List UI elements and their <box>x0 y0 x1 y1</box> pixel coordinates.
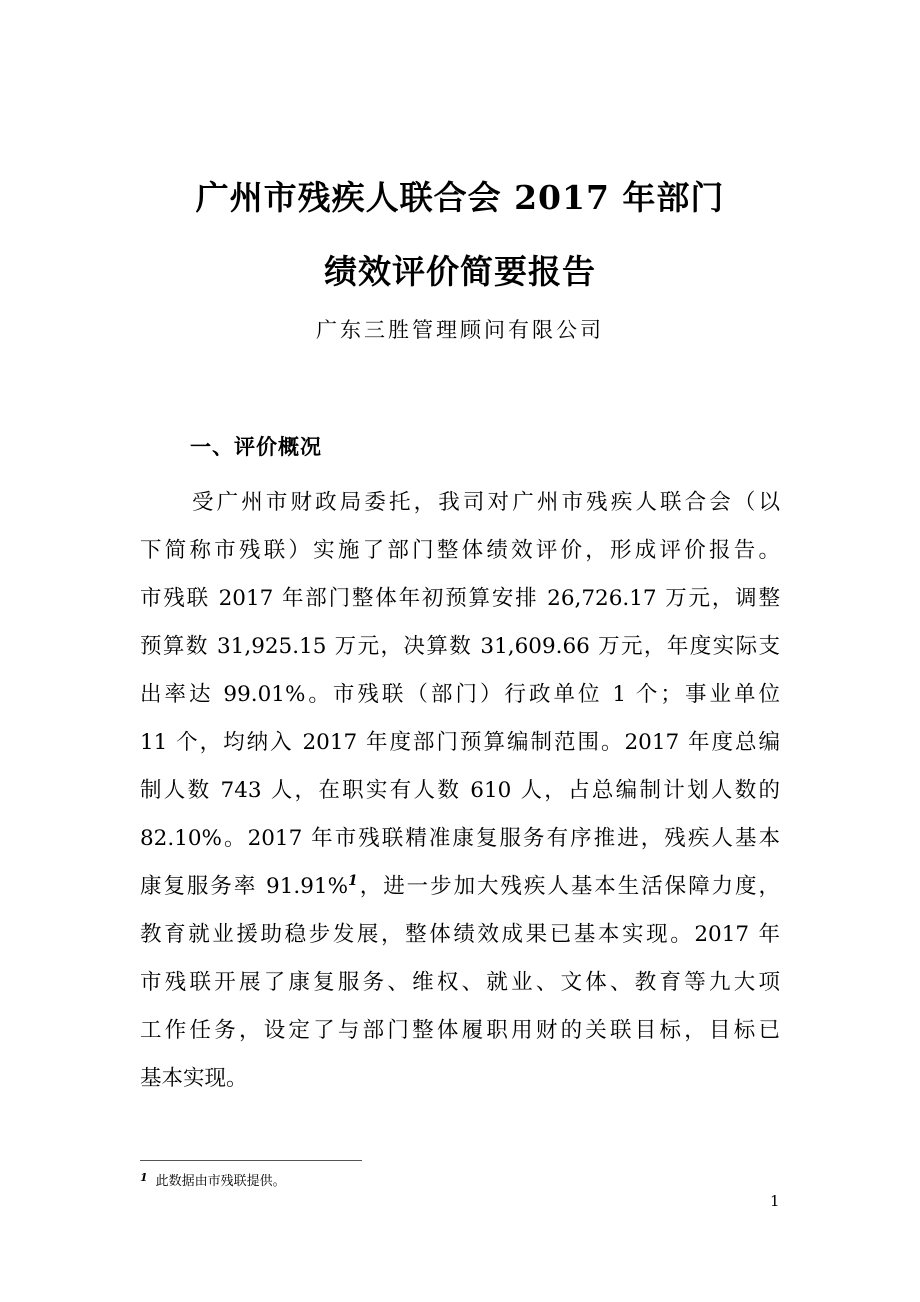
footnote-reference[interactable]: 1 <box>348 873 358 889</box>
paragraph-line: 82.10%。2017 年市残联精准康复服务有序推进，残疾人基本 <box>140 826 780 851</box>
footnote-text: 此数据由市残联提供。 <box>155 1174 286 1189</box>
paragraph-line: 基本实现。 <box>140 1066 248 1091</box>
footnote <box>140 1167 286 1193</box>
page-number: 1 <box>770 1192 780 1210</box>
section-heading: 一、评价概况 <box>190 434 322 459</box>
report-title-line-2: 绩效评价简要报告 <box>324 252 596 291</box>
report-author: 广东三胜管理顾问有限公司 <box>316 318 604 342</box>
paragraph-line: 制人数 743 人，在职实有人数 610 人，占总编制计划人数的 <box>140 778 780 803</box>
paragraph-line: 受广州市财政局委托，我司对广州市残疾人联合会（以 <box>192 490 780 515</box>
paragraph-line: 下简称市残联）实施了部门整体绩效评价，形成评价报告。 <box>140 538 780 563</box>
footnote-separator <box>140 1160 362 1161</box>
body-paragraph <box>140 479 780 1103</box>
report-title-line-1: 广州市残疾人联合会 2017 年部门 <box>195 178 725 217</box>
footnote-number: 1 <box>140 1171 148 1184</box>
paragraph-line: 工作任务，设定了与部门整体履职用财的关联目标，目标已 <box>140 1018 780 1043</box>
paragraph-line-part-b: ，进一步加大残疾人基本生活保障力度， <box>357 874 780 899</box>
paragraph-line: 教育就业援助稳步发展，整体绩效成果已基本实现。2017 年 <box>140 922 780 947</box>
paragraph-line-with-footnote <box>140 863 780 911</box>
paragraph-line-part-a: 康复服务率 91.91% <box>140 874 349 899</box>
paragraph-line: 11 个，均纳入 2017 年度部门预算编制范围。2017 年度总编 <box>140 730 780 755</box>
paragraph-line: 市残联开展了康复服务、维权、就业、文体、教育等九大项 <box>140 970 780 995</box>
paragraph-line: 预算数 31,925.15 万元，决算数 31,609.66 万元，年度实际支 <box>140 634 780 659</box>
paragraph-line: 市残联 2017 年部门整体年初预算安排 26,726.17 万元，调整 <box>140 586 780 611</box>
paragraph-line: 出率达 99.01%。市残联（部门）行政单位 1 个；事业单位 <box>140 682 780 707</box>
